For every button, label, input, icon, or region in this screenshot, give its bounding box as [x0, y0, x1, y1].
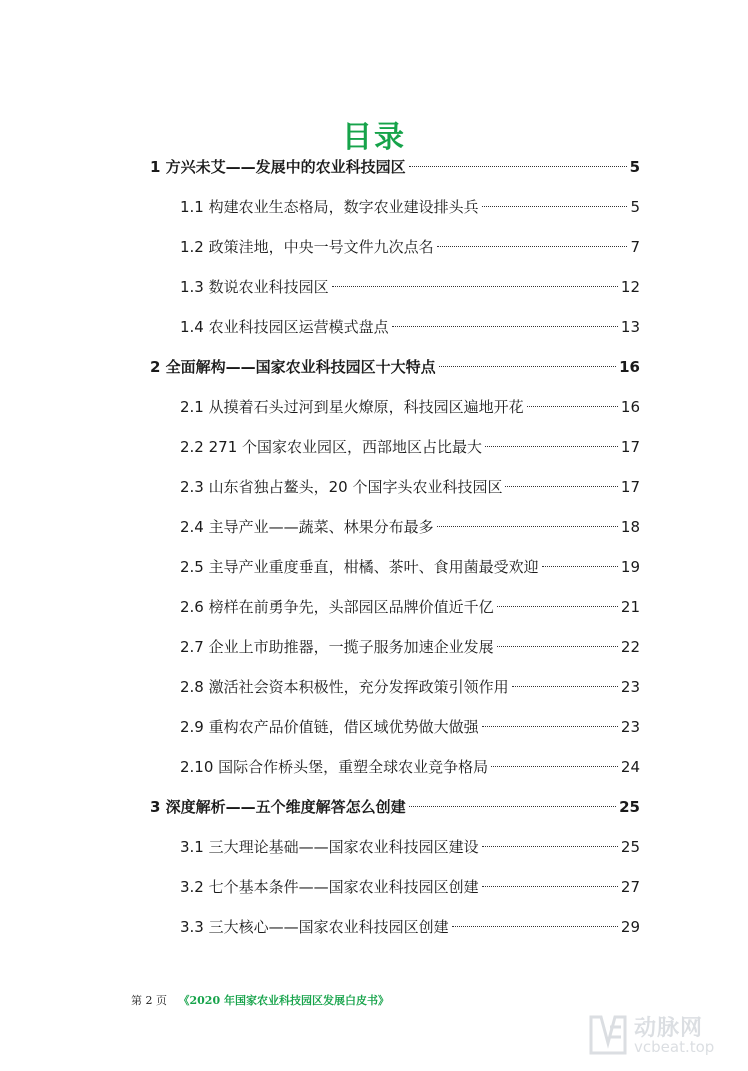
- toc-page-number: 19: [620, 558, 640, 576]
- watermark-url: vcbeat.top: [634, 1038, 715, 1056]
- toc-page-number: 22: [620, 638, 640, 656]
- toc-entry-title: 2 全面解构——国家农业科技园区十大特点: [150, 358, 436, 376]
- toc-entry-title: 2.4 主导产业——蔬菜、林果分布最多: [180, 518, 434, 536]
- toc-page-number: 16: [620, 398, 640, 416]
- toc-section-entry[interactable]: [180, 275, 640, 299]
- page-title: 目录: [342, 120, 406, 155]
- toc-page-number: 24: [620, 758, 640, 776]
- toc-entry-title: 2.6 榜样在前勇争先，头部园区品牌价值近千亿: [180, 598, 494, 616]
- toc-dot-leader: [437, 526, 618, 527]
- toc-page-number: 27: [620, 878, 640, 896]
- toc-dot-leader: [452, 926, 618, 927]
- toc-page-number: 7: [630, 238, 640, 256]
- watermark-name: 动脉网: [634, 1016, 704, 1041]
- toc-entry-title: 2.10 国际合作桥头堡，重塑全球农业竞争格局: [180, 758, 489, 776]
- toc-section-entry[interactable]: [180, 315, 640, 339]
- toc-entry-title: 3.2 七个基本条件——国家农业科技园区创建: [180, 878, 479, 896]
- toc-page-number: 17: [620, 478, 640, 496]
- toc-chapter-entry[interactable]: [150, 355, 640, 379]
- toc-entry-title: 2.3 山东省独占鳌头，20 个国字头农业科技园区: [180, 478, 503, 496]
- toc-section-entry[interactable]: [180, 395, 640, 419]
- toc-dot-leader: [332, 286, 618, 287]
- toc-page-number: 25: [619, 798, 640, 816]
- toc-page-number: 5: [630, 198, 640, 216]
- toc-section-entry[interactable]: [180, 835, 640, 859]
- toc-section-entry[interactable]: [180, 715, 640, 739]
- toc-section-entry[interactable]: [180, 475, 640, 499]
- toc-dot-leader: [497, 606, 618, 607]
- toc-page-number: 13: [620, 318, 640, 336]
- toc-section-entry[interactable]: [180, 595, 640, 619]
- toc-entry-title: 1 方兴未艾——发展中的农业科技园区: [150, 158, 406, 176]
- toc-page-number: 23: [620, 718, 640, 736]
- toc-dot-leader: [392, 326, 618, 327]
- watermark: [588, 1011, 738, 1059]
- toc-page-number: 25: [620, 838, 640, 856]
- toc-page-number: 17: [620, 438, 640, 456]
- toc-page-number: 16: [619, 358, 640, 376]
- toc-dot-leader: [409, 166, 627, 167]
- toc-entry-title: 2.8 激活社会资本积极性，充分发挥政策引领作用: [180, 678, 509, 696]
- toc-dot-leader: [491, 766, 618, 767]
- toc-section-entry[interactable]: [180, 875, 640, 899]
- toc-section-entry[interactable]: [180, 555, 640, 579]
- toc-page-number: 29: [620, 918, 640, 936]
- toc-page-number: 21: [620, 598, 640, 616]
- toc-entry-title: 3.3 三大核心——国家农业科技园区创建: [180, 918, 449, 936]
- toc-entry-title: 2.5 主导产业重度垂直，柑橘、茶叶、食用菌最受欢迎: [180, 558, 539, 576]
- toc-section-entry[interactable]: [180, 235, 640, 259]
- toc-dot-leader: [527, 406, 618, 407]
- toc-page-number: 12: [620, 278, 640, 296]
- toc-section-entry[interactable]: [180, 435, 640, 459]
- toc-section-entry[interactable]: [180, 915, 640, 939]
- toc-dot-leader: [485, 446, 618, 447]
- toc-section-entry[interactable]: [180, 755, 640, 779]
- toc-entry-title: 1.3 数说农业科技园区: [180, 278, 329, 296]
- toc-entry-title: 3 深度解析——五个维度解答怎么创建: [150, 798, 406, 816]
- toc-page-number: 23: [620, 678, 640, 696]
- toc-section-entry[interactable]: [180, 675, 640, 699]
- document-title: 《2020 年国家农业科技园区发展白皮书》: [178, 994, 389, 1007]
- toc-entry-title: 1.1 构建农业生态格局，数字农业建设排头兵: [180, 198, 479, 216]
- toc-page-number: 18: [620, 518, 640, 536]
- toc-entry-title: 2.7 企业上市助推器，一揽子服务加速企业发展: [180, 638, 494, 656]
- toc-chapter-entry[interactable]: [150, 795, 640, 819]
- toc-dot-leader: [482, 886, 618, 887]
- toc-dot-leader: [542, 566, 618, 567]
- page-footer: [131, 992, 389, 1008]
- toc-entry-title: 2.9 重构农产品价值链，借区域优势做大做强: [180, 718, 479, 736]
- toc-dot-leader: [482, 726, 618, 727]
- toc-chapter-entry[interactable]: [150, 155, 640, 179]
- toc-dot-leader: [482, 206, 628, 207]
- toc-dot-leader: [409, 806, 616, 807]
- toc-entry-title: 3.1 三大理论基础——国家农业科技园区建设: [180, 838, 479, 856]
- toc-dot-leader: [512, 686, 618, 687]
- toc-section-entry[interactable]: [180, 515, 640, 539]
- toc-dot-leader: [439, 366, 616, 367]
- toc-entry-title: 2.1 从摸着石头过河到星火燎原，科技园区遍地开花: [180, 398, 524, 416]
- toc-entry-title: 1.2 政策洼地，中央一号文件九次点名: [180, 238, 434, 256]
- toc-entry-title: 2.2 271 个国家农业园区，西部地区占比最大: [180, 438, 483, 456]
- toc-entry-title: 1.4 农业科技园区运营模式盘点: [180, 318, 389, 336]
- page-number-label: 第 2 页: [131, 994, 167, 1007]
- toc-dot-leader: [505, 486, 617, 487]
- toc-section-entry[interactable]: [180, 635, 640, 659]
- toc-dot-leader: [482, 846, 618, 847]
- toc-dot-leader: [497, 646, 618, 647]
- toc-dot-leader: [437, 246, 628, 247]
- toc-section-entry[interactable]: [180, 195, 640, 219]
- toc-page-number: 5: [629, 158, 640, 176]
- vb-logo-icon: [588, 1013, 628, 1057]
